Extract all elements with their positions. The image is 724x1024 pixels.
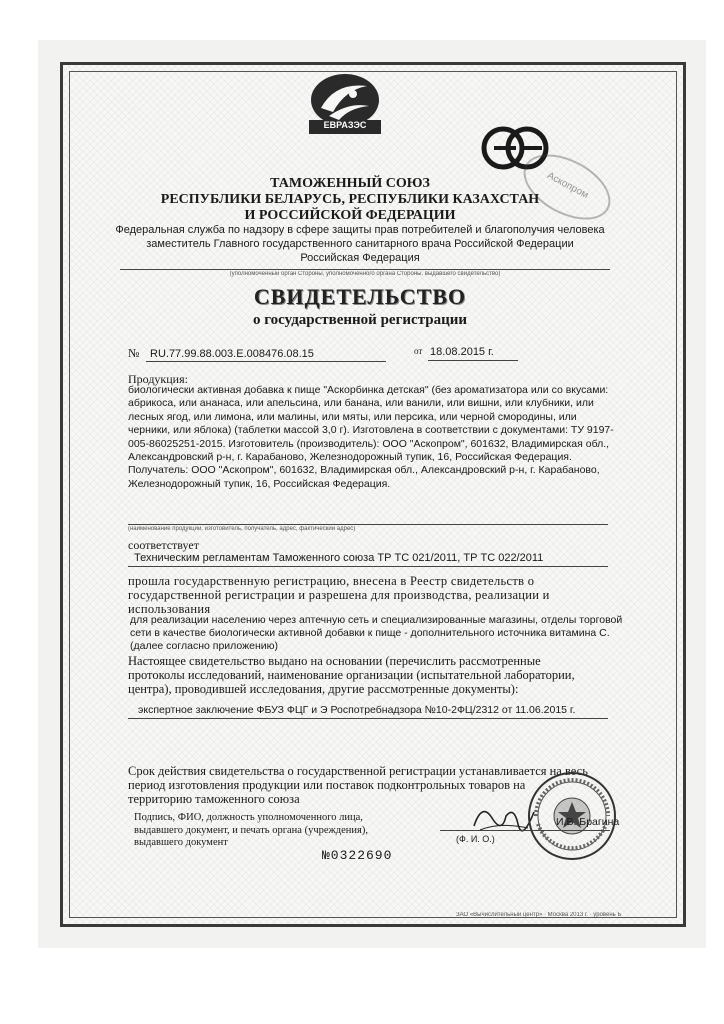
basis-document: экспертное заключение ФБУЗ ФЦГ и Э Роспотребнадзора №10-2ФЦ/2312 от 11.06.2015 г. xyxy=(138,704,576,716)
product-line: Получатель: ООО "Аскопром", 601632, Владимирская обл., Александровский р-н, г. Карабаново, xyxy=(128,464,600,477)
passed-line: использования xyxy=(128,602,211,616)
conformity-label: соответствует xyxy=(128,538,199,552)
header-line-3: И РОССИЙСКОЙ ФЕДЕРАЦИИ xyxy=(244,208,456,223)
usage-text xyxy=(130,614,623,653)
product-line: Железнодорожный тупик, 16, Российская Федерация. xyxy=(128,477,391,490)
signature-line: выдавшего документ xyxy=(134,837,228,848)
eurasec-label: ЕВРАЗЭС xyxy=(323,120,367,130)
conformity-underline xyxy=(128,566,608,567)
usage-line: для реализации населению через аптечную сеть и специализированные магазины, отделы торговой xyxy=(130,614,623,626)
passed-registration xyxy=(128,574,608,616)
usage-line: сети в качестве биологически активной добавки к пище - дополнительного источника витамина С. xyxy=(130,627,610,639)
header-line-1: ТАМОЖЕННЫЙ СОЮЗ xyxy=(270,176,430,191)
form-serial-number: №0322690 xyxy=(322,848,393,863)
product-line: черники, или яблока) (таблетки массой 3,0 г). Изготовлена в соответствии с документами: ТУ 9197- xyxy=(128,424,614,437)
validity-line: Срок действия свидетельства о государственной регистрации устанавливается на весь xyxy=(128,764,588,778)
product-line: Александровский р-н, г. Карабаново, Железнодорожный тупик, 16, Российская Федерация. xyxy=(128,451,572,464)
basis-underline xyxy=(128,718,608,719)
usage-line: (далее согласно приложению) xyxy=(130,640,279,652)
product-line: абрикоса, или ананаса, или апельсина, или банана, или ванили, или вишни, или клубники, или xyxy=(128,397,594,410)
registration-number: RU.77.99.88.003.E.008476.08.15 xyxy=(150,348,314,360)
date-underline xyxy=(428,360,518,361)
signature-line: выдавшего документ, и печать органа (учреждения), xyxy=(134,824,368,836)
basis-line: протоколы исследований, наименование организации (испытательной лаборатории, xyxy=(128,668,575,682)
product-line: 005-86025251-2015. Изготовитель (производитель): ООО "Аскопром", 601632, Владимирская обл., xyxy=(128,437,610,450)
header-line-2: РЕСПУБЛИКИ БЕЛАРУСЬ, РЕСПУБЛИКИ КАЗАХСТАН xyxy=(160,192,540,207)
authority-underline xyxy=(120,269,610,270)
signer-name: И.В. Брагина xyxy=(556,816,620,828)
conformity-text: Техническим регламентам Таможенного союза ТР ТС 021/2011, ТР ТС 022/2011 xyxy=(134,552,544,564)
product-line: лесных ягод, или лимона, или малины, или мяты, или персика, или черной смородины, или xyxy=(128,410,577,423)
document-title: СВИДЕТЕЛЬСТВО xyxy=(253,284,467,309)
product-description xyxy=(128,384,614,491)
authority-line-1: Федеральная служба по надзору в сфере защиты прав потребителей и благополучия человека xyxy=(115,224,605,236)
product-label: Продукция: xyxy=(128,372,188,386)
number-underline xyxy=(146,361,386,362)
validity-line: период изготовления продукции или поставок подконтрольных товаров на xyxy=(128,778,526,792)
product-caption: (наименование продукции, изготовитель, получатель, адрес, фактический адрес) xyxy=(128,526,356,532)
document-subtitle: о государственной регистрации xyxy=(252,312,468,328)
passed-line: государственной регистрации и разрешена для производства, реализации и xyxy=(128,588,550,602)
signature-underline xyxy=(440,830,610,831)
registration-date: 18.08.2015 г. xyxy=(430,346,494,358)
signature-line: Подпись, ФИО, должность уполномоченного лица, xyxy=(134,812,363,823)
authority-caption: (уполномоченный орган Стороны, уполномоченного органа Стороны, выдавшего свидетельство) xyxy=(229,271,501,277)
printer-footer: ЗАО «Вычислительный центр» · Москва 2013 г. · уровень Б xyxy=(456,912,622,918)
basis-text xyxy=(128,654,608,696)
date-label: от xyxy=(414,346,423,356)
authority-line-3: Российская Федерация xyxy=(300,252,420,264)
authority-line-2: заместитель Главного государственного санитарного врача Российской Федерации xyxy=(146,238,574,250)
basis-line: Настоящее свидетельство выдано на основании (перечислить рассмотренные xyxy=(128,654,541,668)
product-line: биологически активная добавка к пище "Аскорбинка детская" (без ароматизатора или со вкусами: xyxy=(128,384,609,396)
fio-caption: (Ф. И. О.) xyxy=(456,834,495,844)
validity-line: территорию таможенного союза xyxy=(128,792,300,806)
passed-line: прошла государственную регистрацию, внесена в Реестр свидетельств о xyxy=(128,574,535,588)
product-underline xyxy=(128,524,608,525)
basis-line: центра), проводившей исследования, другие рассмотренные документы): xyxy=(128,682,519,696)
signature-caption xyxy=(134,812,414,850)
number-label: № xyxy=(128,346,140,360)
company-stamp: Аскопром xyxy=(513,141,621,233)
